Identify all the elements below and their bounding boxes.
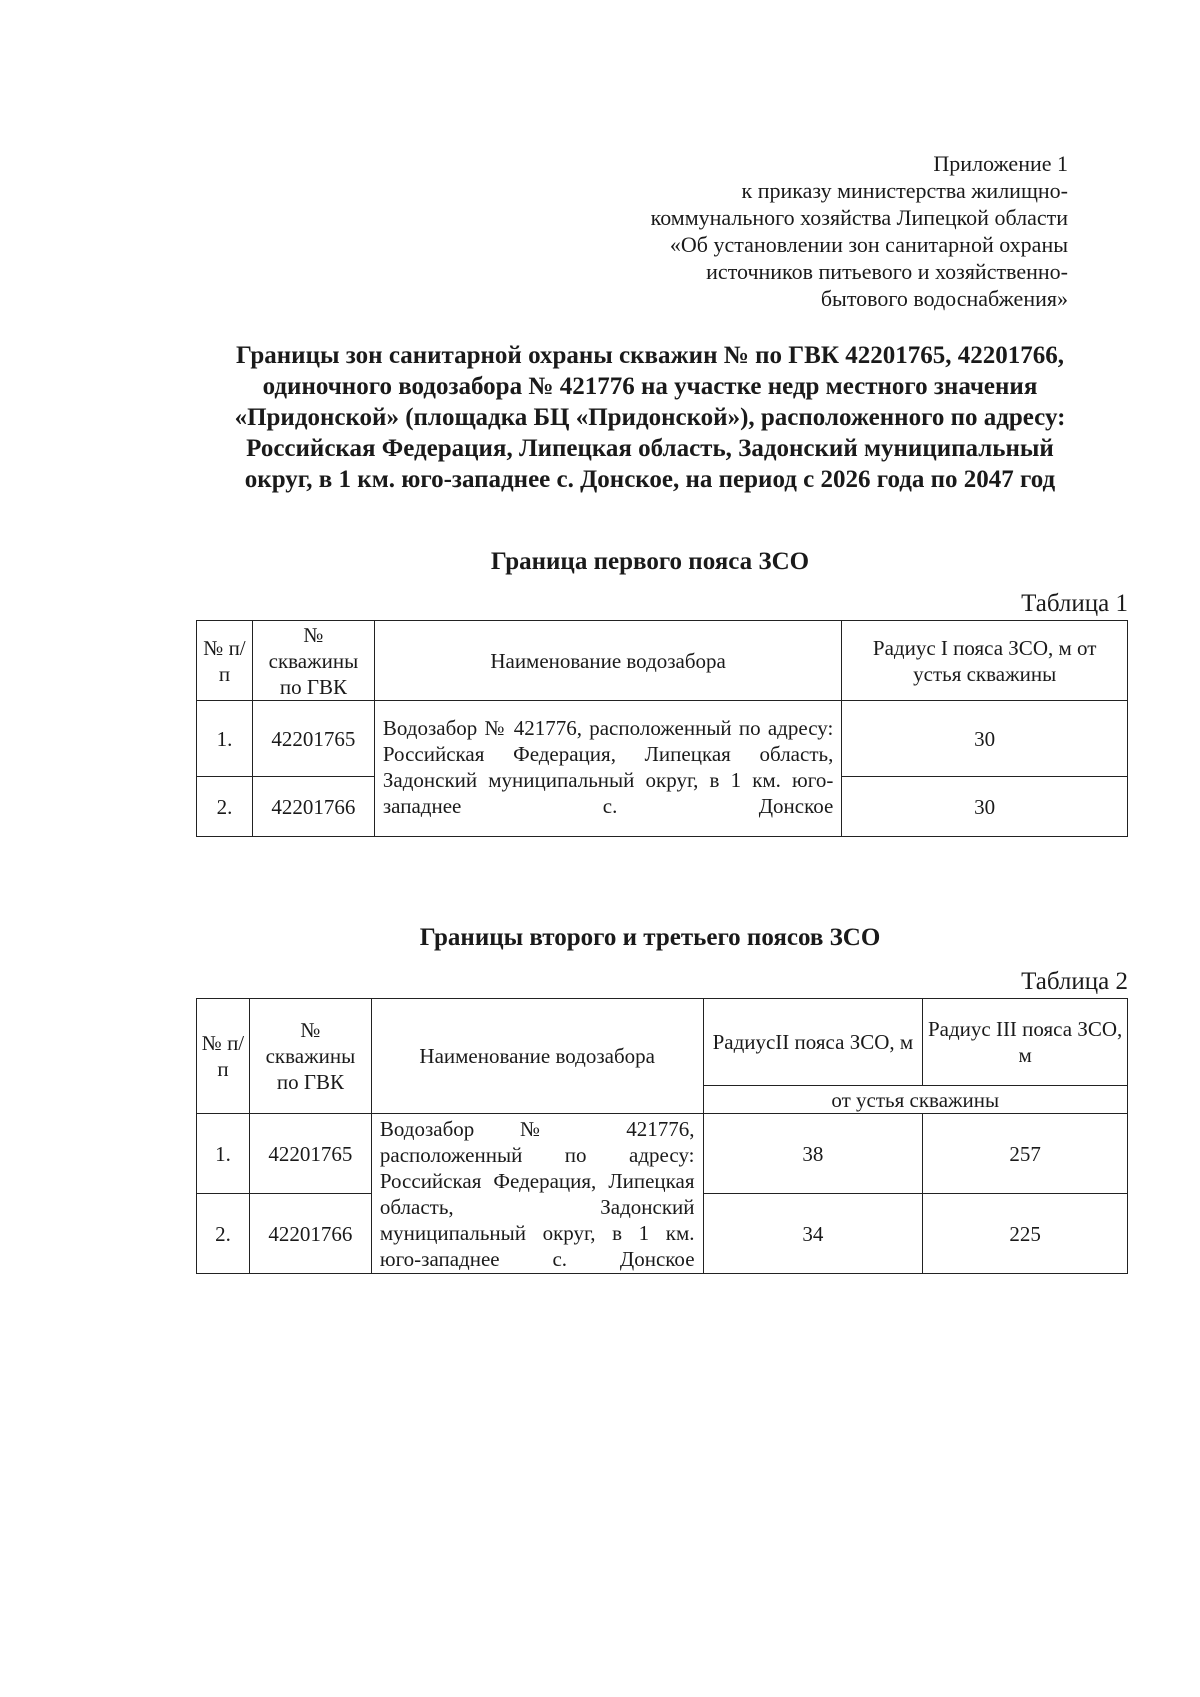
cell-radius-2: 34 [703, 1194, 923, 1274]
cell-well: 42201765 [252, 701, 374, 777]
cell-num: 1. [197, 1114, 250, 1194]
table-second-third-belt [196, 998, 1128, 1274]
cell-well: 42201766 [249, 1194, 371, 1274]
title-line: Российская Федерация, Липецкая область, Задонский муниципальный [246, 435, 1054, 462]
appendix-line: Приложение 1 [933, 151, 1068, 176]
header-well: № скважины по ГВК [252, 621, 374, 701]
header-num: № п/п [197, 621, 253, 701]
section-title-second-third-belt: Границы второго и третьего поясов ЗСО [419, 924, 881, 951]
appendix-line: к приказу министерства жилищно- [741, 178, 1068, 203]
title-line: одиночного водозабора № 421776 на участке недр местного значения [262, 373, 1038, 400]
cell-radius-3: 225 [923, 1194, 1128, 1274]
appendix-line: источников питьевого и хозяйственно- [706, 259, 1068, 284]
title-line: округ, в 1 км. юго-западнее с. Донское, на период с 2026 года по 2047 год [244, 466, 1056, 493]
appendix-header [508, 150, 1068, 312]
header-radius-3: Радиус III пояса ЗСО, м [923, 999, 1128, 1086]
appendix-line: бытового водоснабжения» [820, 286, 1068, 311]
cell-num: 1. [197, 701, 253, 777]
appendix-line: коммунального хозяйства Липецкой области [650, 205, 1068, 230]
cell-intake-name: Водозабор № 421776, расположенный по адресу: Российская Федерация, Липецкая область, Задонский муниципальный округ, в 1 км. юго-западнее с. Донское [371, 1114, 703, 1274]
header-well: № скважины по ГВК [249, 999, 371, 1114]
cell-radius: 30 [842, 701, 1128, 777]
header-radius-2: РадиусII пояса ЗСО, м [703, 999, 923, 1086]
cell-well: 42201765 [249, 1114, 371, 1194]
cell-intake-name: Водозабор № 421776, расположенный по адресу: Российская Федерация, Липецкая область, Задонский муниципальный округ, в 1 км. юго-западнее с. Донское [374, 701, 841, 837]
table-header-row [197, 999, 1128, 1086]
cell-radius: 30 [842, 777, 1128, 837]
section-title-first-belt: Граница первого пояса ЗСО [490, 548, 810, 575]
cell-radius-2: 38 [703, 1114, 923, 1194]
table-first-belt [196, 620, 1128, 837]
cell-well: 42201766 [252, 777, 374, 837]
header-from-mouth: от устья скважины [703, 1086, 1127, 1114]
header-num: № п/п [197, 999, 250, 1114]
table-row [197, 701, 1128, 777]
title-line: «Придонской» (площадка БЦ «Придонской»), расположенного по адресу: [234, 404, 1066, 431]
appendix-line: «Об установлении зон санитарной охраны [669, 232, 1068, 257]
cell-radius-3: 257 [923, 1114, 1128, 1194]
table-row [197, 1114, 1128, 1194]
table-1-label: Таблица 1 [1021, 590, 1128, 617]
table-2-label: Таблица 2 [1021, 968, 1128, 995]
title-line: Границы зон санитарной охраны скважин № по ГВК 42201765, 42201766, [236, 342, 1064, 369]
header-name: Наименование водозабора [374, 621, 841, 701]
cell-num: 2. [197, 1194, 250, 1274]
table-header-row [197, 621, 1128, 701]
cell-num: 2. [197, 777, 253, 837]
document-title [170, 340, 1130, 495]
header-name: Наименование водозабора [371, 999, 703, 1114]
header-radius: Радиус I пояса ЗСО, м от устья скважины [842, 621, 1128, 701]
